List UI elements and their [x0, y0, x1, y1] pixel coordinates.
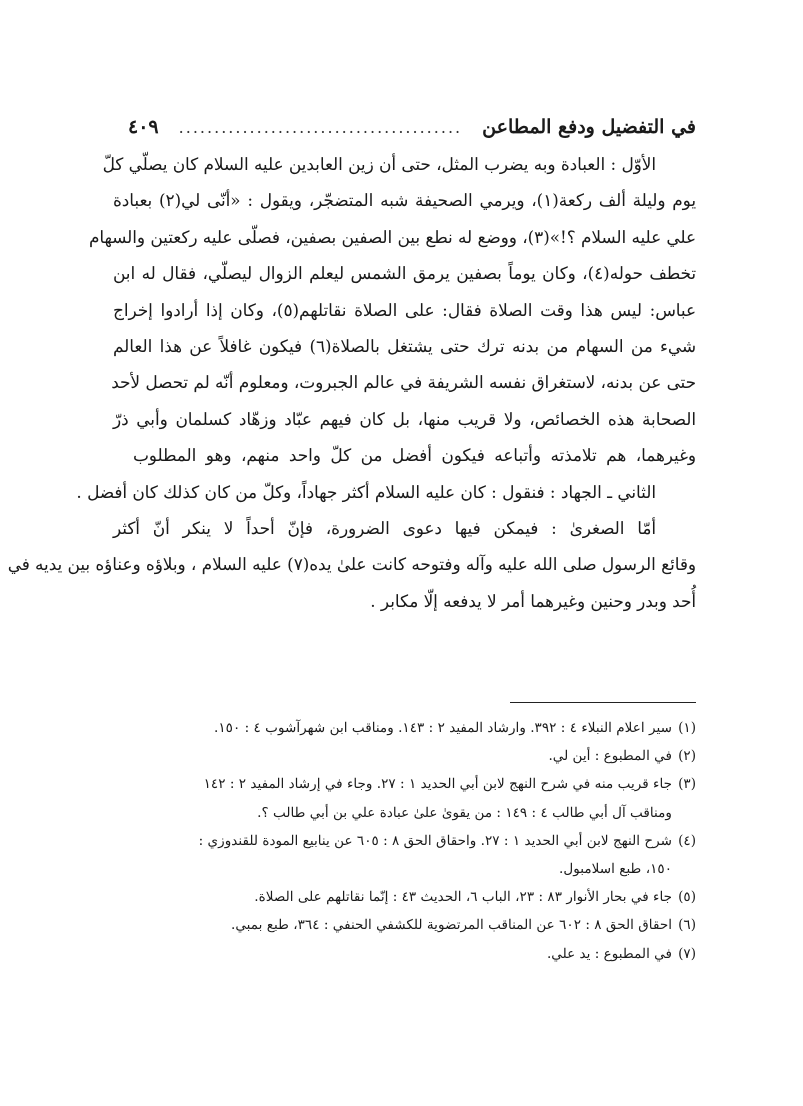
footnote-number: (٧) — [678, 945, 696, 962]
footnote-text: ١٥٠، طبع اسلامبول. — [559, 860, 672, 877]
footnote — [113, 883, 696, 911]
footnote — [113, 827, 696, 855]
footnote-continuation — [113, 855, 696, 883]
footnote — [113, 940, 696, 968]
leader-dots: ........................................ — [178, 117, 463, 137]
text-line: يوم وليلة ألف ركعة(١)، ويرمي الصحيفة شبه المتضجّر، ويقول : «أنّى لي(٢) بعبادة — [113, 190, 697, 211]
footnote-number: (٥) — [678, 889, 696, 906]
text-line: حتى عن بدنه، لاستغراق نفسه الشريفة في عالم الجبروت، ومعلوم أنّه لم تحصل لأحد — [111, 372, 696, 393]
footnote-number: (٤) — [678, 832, 696, 849]
text-line: وقائع الرسول صلى الله عليه وآله وفتوحه كانت علىٰ يده(٧) عليه السلام ، وبلاؤه وعناؤه بين يديه في — [7, 554, 696, 575]
running-header — [128, 112, 696, 142]
footnote-text: جاء قريب منه في شرح النهج لابن أبي الحديد ١ : ٢٧. وجاء في إرشاد المفيد ٢ : ١٤٢ — [203, 776, 672, 793]
footnote-text: جاء في بحار الأنوار ٨٣ : ٢٣، الباب ٦، الحديث ٤٣ : إنّما نقاتلهم على الصلاة. — [254, 889, 672, 906]
main-text — [7, 146, 697, 619]
footnote-separator — [510, 702, 696, 703]
text-line: شيء من السهام من بدنه ترك حتى يشتغل بالصلاة(٦) فيكون غافلاً عن هذا العالم — [113, 335, 696, 356]
footnote — [113, 770, 696, 798]
text-line: أُحد وبدر وحنين وغيرهما أمر لا يدفعه إلّا مكابر . — [370, 590, 696, 611]
footnote-text: شرح النهج لابن أبي الحديد ١ : ٢٧. واحقاق الحق ٨ : ٦٠٥ عن ينابيع المودة للقندوزي : — [198, 832, 672, 849]
text-line: وغيرهما، هم تلامذته وأتباعه فيكون أفضل من كلّ واحد منهم، وهو المطلوب — [133, 445, 696, 466]
text-line: تخطف حوله(٤)، وكان يوماً بصفين يرمق الشمس ليعلم الزوال ليصلّي، فقال له ابن — [113, 263, 696, 284]
footnote-continuation — [113, 799, 696, 827]
footnote-text: في المطبوع : أين لي. — [548, 748, 672, 765]
footnote-number: (١) — [678, 720, 696, 736]
text-line: عباس: ليس هذا وقت الصلاة فقال: على الصلاة نقاتلهم(٥)، وكان إذا أرادوا إخراج — [113, 299, 696, 320]
text-line: علي عليه السلام ؟!»(٣)، ووضع له نطع بين الصفين بصفين، فصلّى عليه ركعتين والسهام — [88, 226, 696, 247]
footnote — [113, 911, 696, 939]
footnotes — [113, 714, 696, 968]
footnote-text: سير اعلام النبلاء ٤ : ٣٩٢. وارشاد المفيد ٢ : ١٤٣. ومناقب ابن شهرآشوب ٤ : ١٥٠. — [214, 720, 672, 736]
text-line: الأوّل : العبادة وبه يضرب المثل، حتى أن زين العابدين عليه السلام كان يصلّي كلّ — [102, 154, 656, 174]
text-line: أمّا الصغرىٰ : فيمكن فيها دعوى الضرورة، فإنّ أحداً لا ينكر أنّ أكثر — [113, 517, 656, 538]
footnote — [113, 742, 696, 770]
footnote-text: ومناقب آل أبي طالب ٤ : ١٤٩ : من يقوىٰ علىٰ عبادة علي بن أبي طالب ؟. — [257, 804, 672, 821]
footnote-text: احقاق الحق ٨ : ٦٠٢ عن المناقب المرتضوية للكشفي الحنفي : ٣٦٤، طبع بمبي. — [231, 917, 672, 934]
text-line: الصحابة هذه الخصائص، ولا قريب منها، بل كان فيهم عبّاد وزهّاد كسلمان وأبي ذرّ — [113, 408, 696, 429]
footnote-number: (٦) — [678, 917, 696, 934]
footnote-number: (٣) — [678, 776, 696, 793]
footnote-text: في المطبوع : يد علي. — [546, 945, 672, 962]
footnote — [113, 714, 696, 742]
running-title: في التفضيل ودفع المطاعن — [482, 116, 696, 138]
footnote-number: (٢) — [678, 748, 696, 765]
text-line: الثاني ـ الجهاد : فنقول : كان عليه السلام أكثر جهاداً، وكلّ من كان كذلك كان أفضل . — [76, 481, 656, 502]
page-number: ٤٠٩ — [128, 116, 159, 138]
